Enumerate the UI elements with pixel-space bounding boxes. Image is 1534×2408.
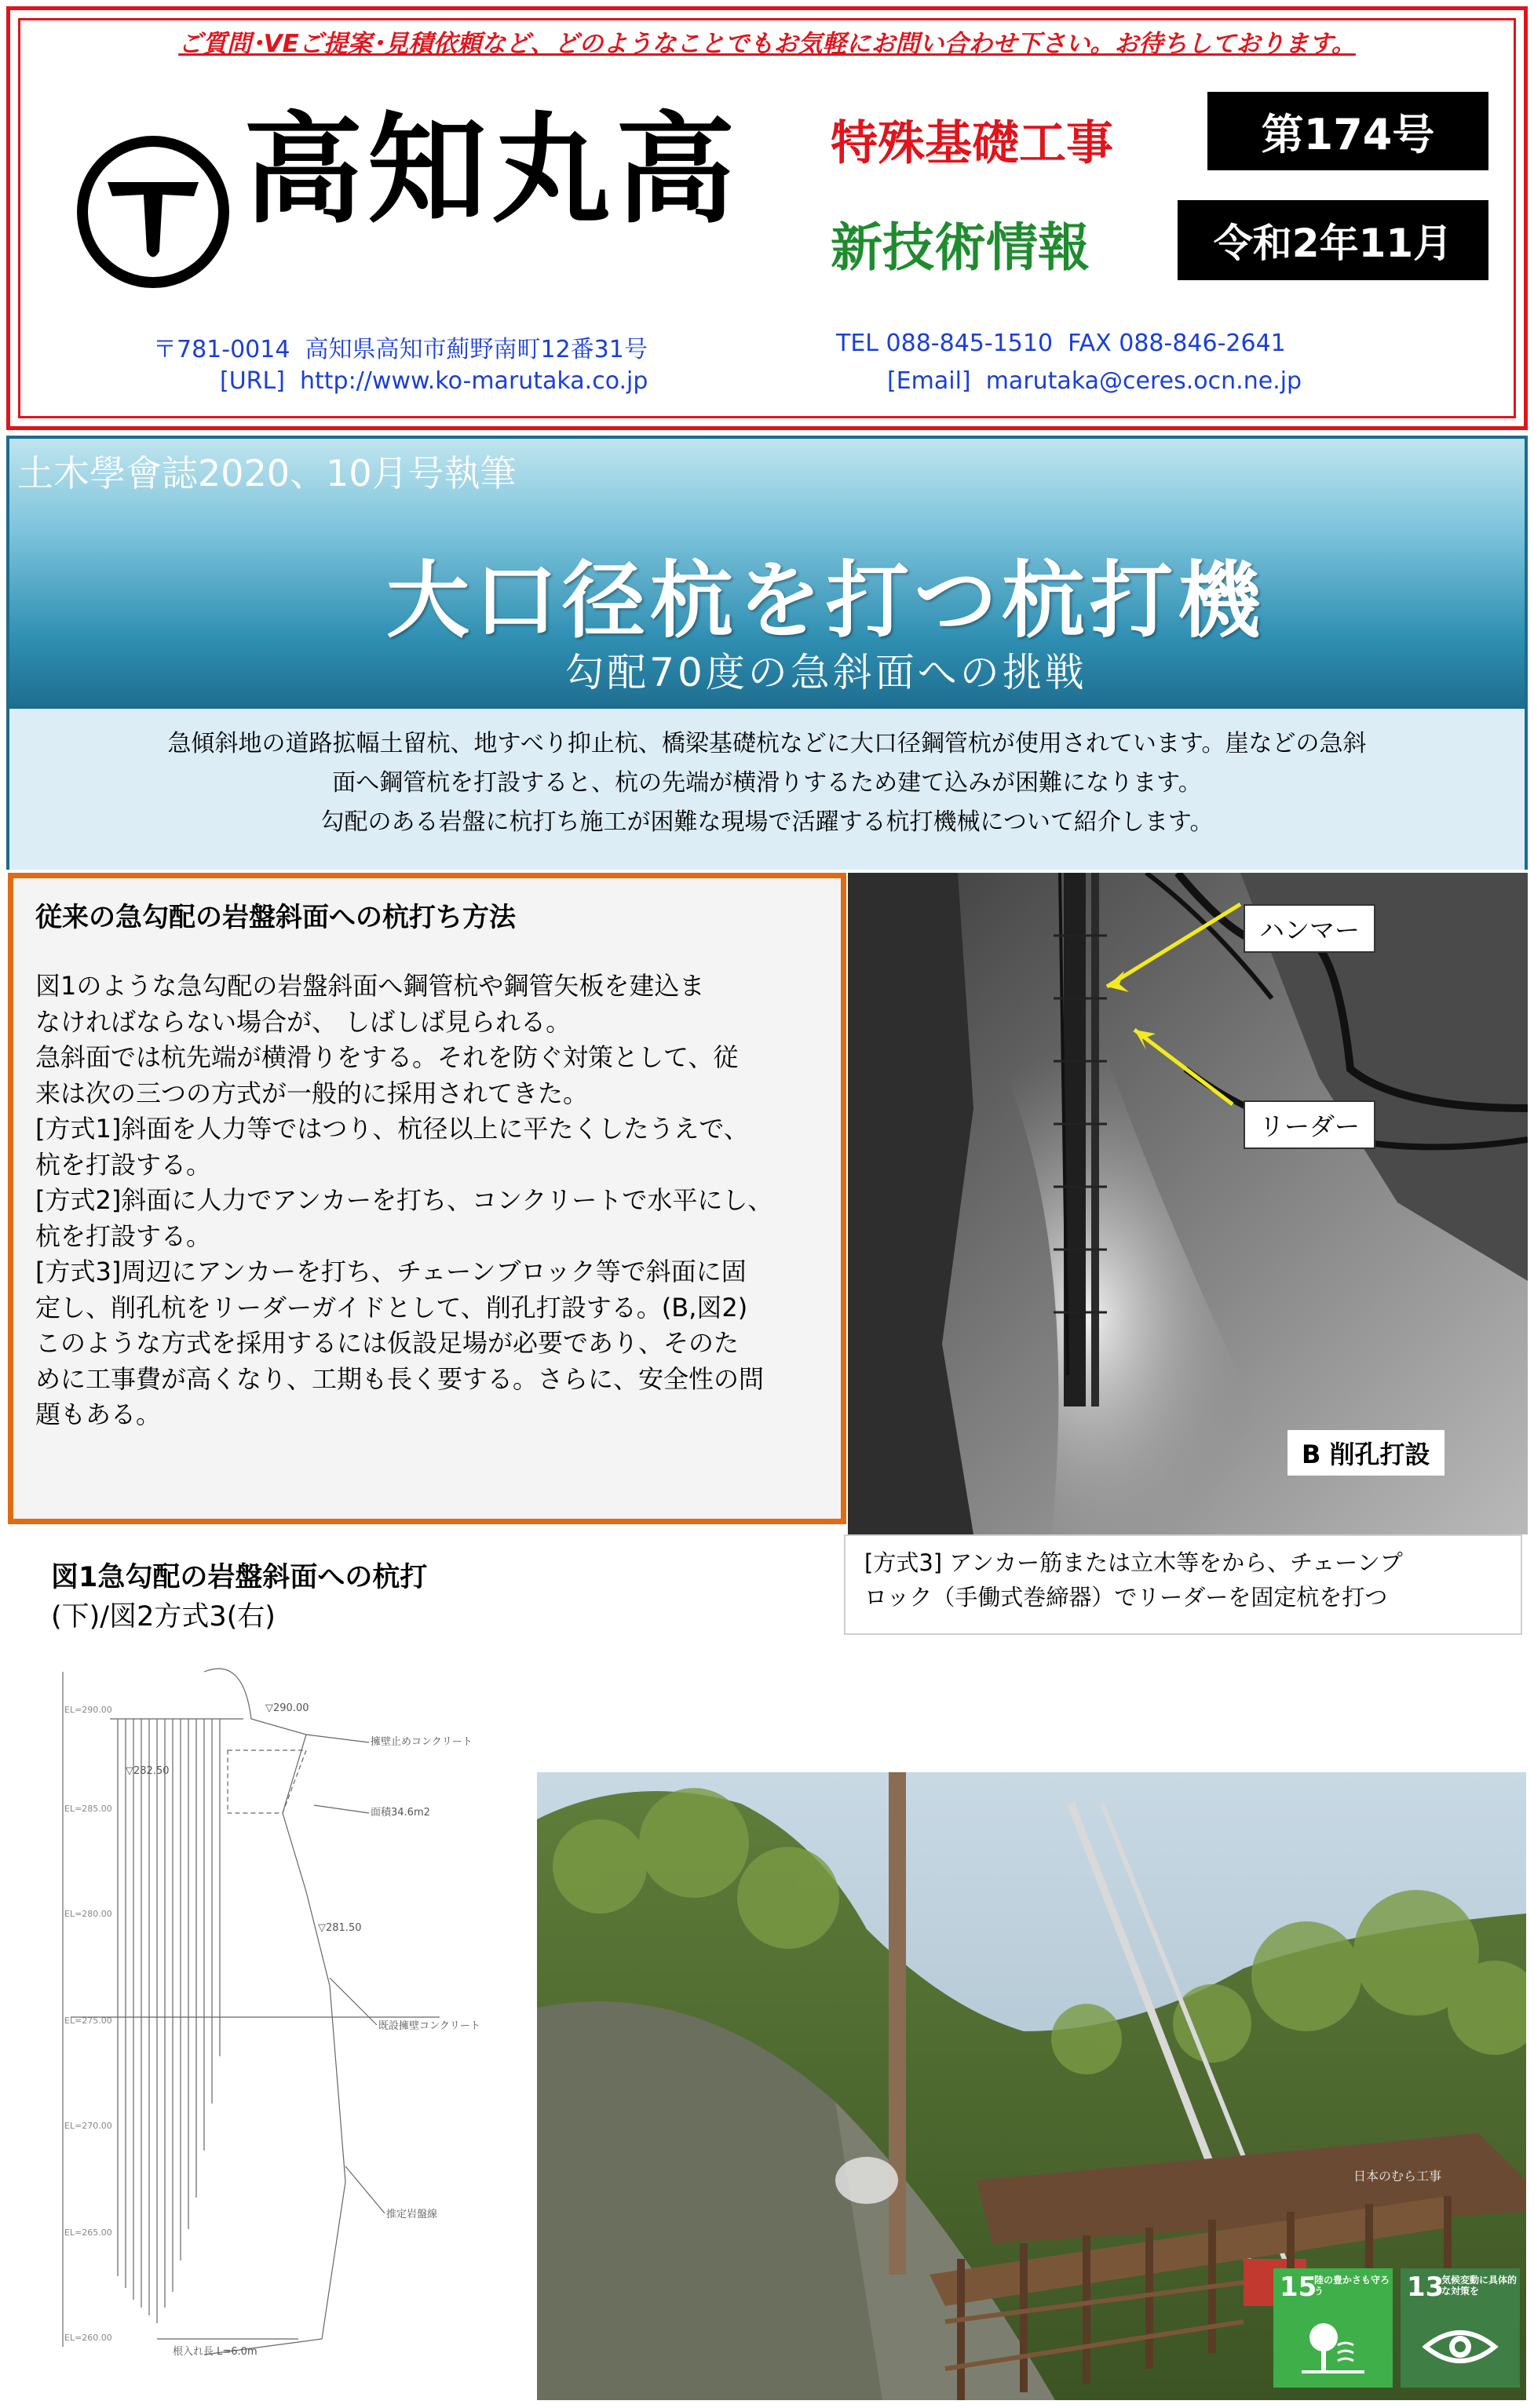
- note-existing-concrete: 既設擁壁コンクリート: [378, 2020, 480, 2032]
- website-link[interactable]: [URL] http://www.ko-marutaka.co.jp: [220, 367, 648, 395]
- sdg-13-badge: [1401, 2268, 1520, 2388]
- article-line: 杭を打設する。: [35, 1220, 212, 1251]
- label-hammer: ハンマー: [1244, 904, 1375, 953]
- intro-line: 勾配のある岩盤に杭打ち施工が困難な現場で活躍する杭打機械について紹介します。: [320, 808, 1214, 836]
- title-band: [6, 436, 1528, 709]
- axis-label: EL=280.00: [64, 1909, 112, 1919]
- issue-number: 第174号: [1207, 92, 1488, 170]
- company-name: 高知丸高: [243, 99, 740, 239]
- caption-line: ロック（手働式巻締器）でリーダーを固定杭を打つ: [864, 1584, 1388, 1611]
- phone-fax: TEL 088-845-1510 FAX 088-846-2641: [836, 330, 1286, 357]
- tree-icon: [1302, 2317, 1364, 2377]
- tag-new-technology: 新技術情報: [831, 217, 1090, 278]
- photo-b-caption: [844, 1534, 1522, 1635]
- steam-cloud: [835, 2157, 898, 2204]
- publication-label: 土木學會誌2020、10月号執筆: [17, 452, 517, 494]
- sdg-number: 15: [1280, 2271, 1317, 2303]
- article-line: 定し、削孔杭をリーダーガイドとして、削孔打設する。(B,図2): [35, 1292, 748, 1323]
- tag-special-foundation: 特殊基礎工事: [831, 116, 1113, 171]
- article-title: 大口径杭を打つ杭打機: [386, 553, 1266, 649]
- article-line: 来は次の三つの方式が一般的に採用されてきた。: [35, 1078, 589, 1108]
- level-right: ▽281.50: [318, 1922, 362, 1934]
- article-line: なければならない場合が、 しばしば見られる。: [35, 1006, 572, 1037]
- note-rock-line: 推定岩盤線: [386, 2209, 438, 2220]
- company-logo: [75, 133, 232, 290]
- axis-label: EL=285.00: [64, 1804, 112, 1814]
- sdg-text: 気候変動に具体的な対策を: [1441, 2275, 1518, 2297]
- contact-notice: ご質問･VEご提案･見積依頼など、どのようなことでもお気軽にお問い合わせ下さい。お待ちしております。: [178, 30, 1356, 58]
- intro-text: [6, 709, 1528, 870]
- level-mid: ▽282.50: [126, 1765, 170, 1777]
- sdg-text: 陸の豊かさも守ろう: [1314, 2275, 1390, 2297]
- axis-label: EL=265.00: [64, 2227, 112, 2238]
- eye-globe-icon: [1421, 2323, 1499, 2370]
- article-line: [方式1]斜面を人力等ではつり、杭径以上に平たくしたうえで、: [35, 1114, 749, 1144]
- article-heading: 従来の急勾配の岩盤斜面への杭打ち方法: [35, 902, 516, 933]
- article-line: このような方式を採用するには仮設足場が必要であり、そのた: [35, 1328, 740, 1358]
- article-line: 題もある。: [35, 1399, 162, 1429]
- figure1-caption: [51, 1558, 427, 1636]
- axis-label: EL=290.00: [64, 1705, 112, 1715]
- article-line: 図1のような急勾配の岩盤斜面へ鋼管杭や鋼管矢板を建込ま: [35, 971, 705, 1001]
- intro-line: 急傾斜地の道路拡幅土留杭、地すべり抑止杭、橋梁基礎杭などに大口径鋼管杭が使用されています。崖などの急斜: [167, 730, 1367, 757]
- email-link[interactable]: [Email] marutaka@ceres.ocn.ne.jp: [887, 367, 1302, 395]
- figure1-drawing: [47, 1633, 518, 2394]
- axis-label: EL=270.00: [64, 2121, 112, 2131]
- intro-line: 面へ鋼管杭を打設すると、杭の先端が横滑りするため建て込みが困難になります。: [332, 769, 1202, 797]
- label-leader: リーダー: [1244, 1100, 1375, 1149]
- article-box: [8, 873, 846, 1524]
- article-line: 急斜面では杭先端が横滑りをする。それを防ぐ対策として、従: [35, 1042, 739, 1072]
- note-retaining-concrete: 擁壁止めコンクリート: [371, 1736, 473, 1748]
- level-top: ▽290.00: [265, 1702, 309, 1714]
- embedment-length: 根入れ長 L=6.0m: [173, 2346, 257, 2358]
- article-subtitle: 勾配70度の急斜面への挑戦: [564, 650, 1087, 695]
- figure1-caption-bold: 図1急勾配の岩盤斜面への杭打: [51, 1562, 428, 1593]
- issue-date: 令和2年11月: [1178, 200, 1488, 280]
- article-line: めに工事費が高くなり、工期も長く要する。さらに、安全性の問: [35, 1363, 765, 1394]
- axis-label: EL=260.00: [64, 2333, 112, 2343]
- label-b-drilling: B 削孔打設: [1287, 1430, 1445, 1476]
- sdg-number: 13: [1407, 2271, 1445, 2303]
- photo-drilling-pile: [848, 873, 1528, 1534]
- article-body: [35, 969, 819, 1433]
- site-sign: 日本のむら工事: [1353, 2169, 1442, 2184]
- figure1-caption-rest: (下)/図2方式3(右): [51, 1601, 276, 1633]
- pile-leader-mast: [889, 1772, 906, 2275]
- postal-address: 〒781-0014 高知県高知市薊野南町12番31号: [153, 336, 648, 363]
- caption-line: [方式3] アンカー筋または立木等をから、チェーンプ: [864, 1549, 1403, 1576]
- note-area: 面積34.6m2: [371, 1807, 430, 1819]
- article-line: [方式2]斜面に人力でアンカーを打ち、コンクリートで水平にし、: [35, 1185, 773, 1215]
- article-line: [方式3]周辺にアンカーを打ち、チェーンブロック等で斜面に固: [35, 1257, 747, 1286]
- article-line: 杭を打設する。: [35, 1149, 212, 1180]
- axis-label: EL=275.00: [64, 2016, 112, 2026]
- sdg-15-badge: [1273, 2268, 1393, 2388]
